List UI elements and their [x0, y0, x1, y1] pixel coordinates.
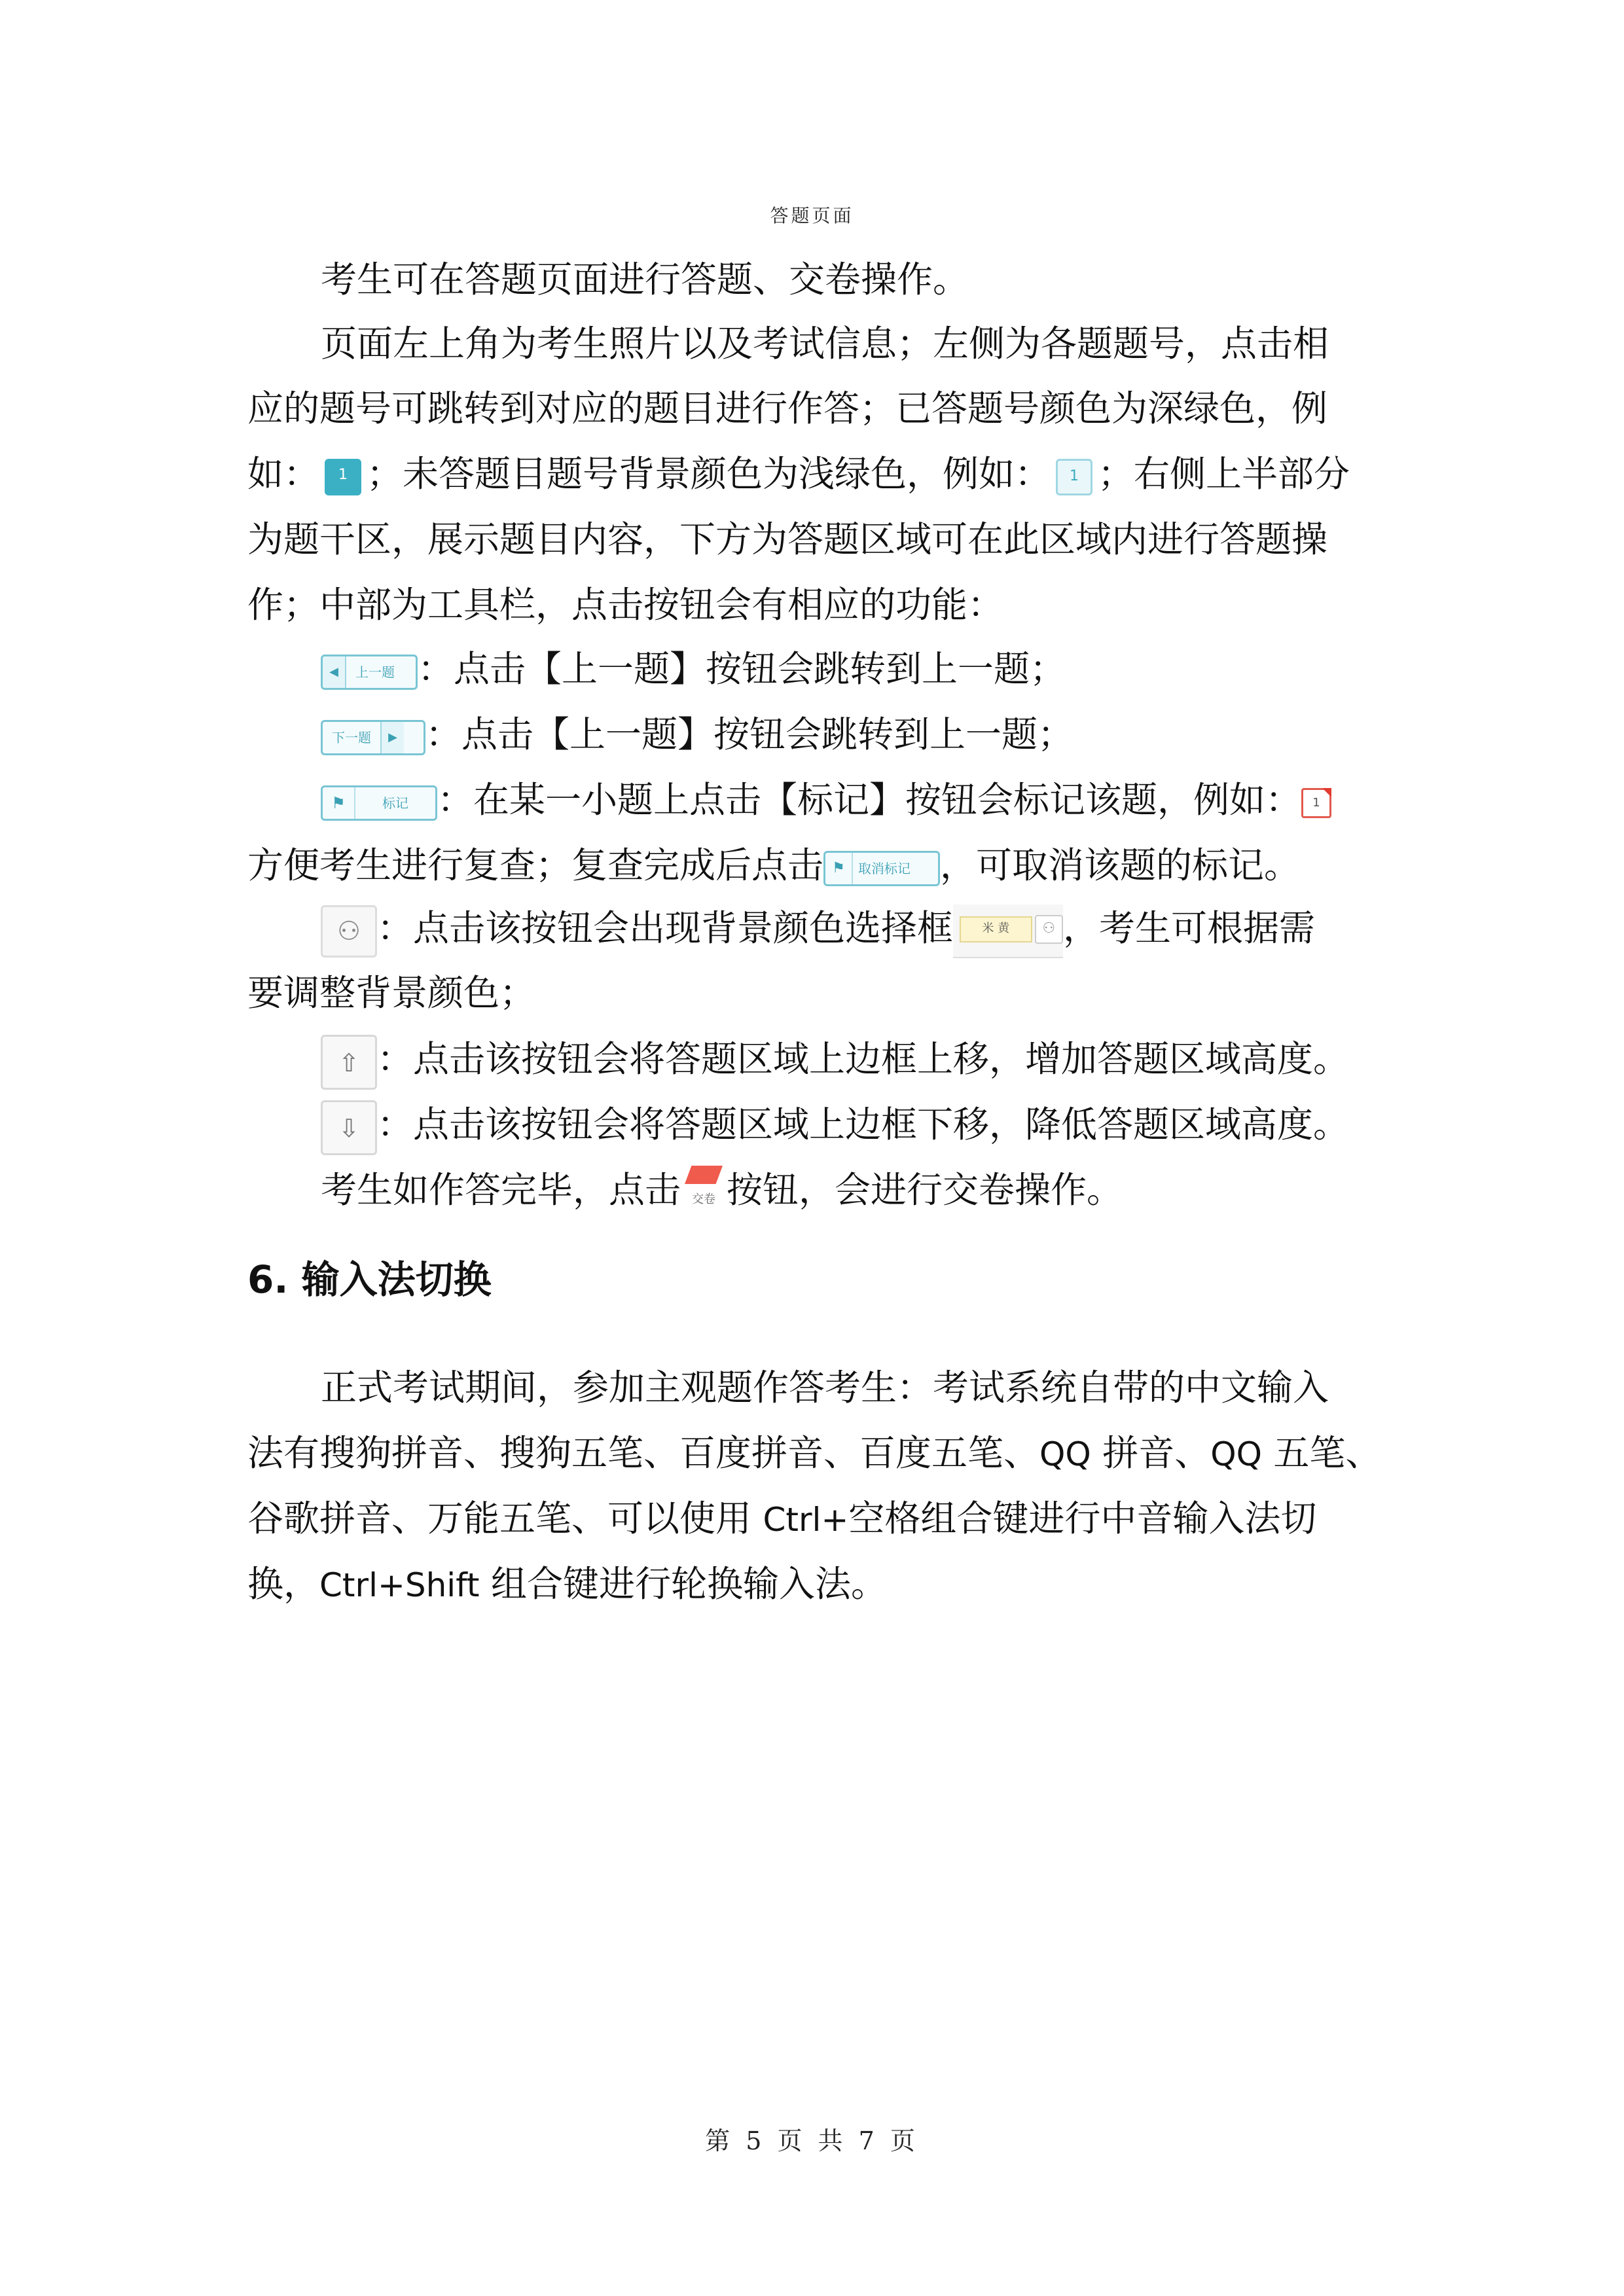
ime-para-line1: 正式考试期间，参加主观题作答考生：考试系统自带的中文输入 — [321, 1367, 1329, 1408]
section-heading: 6. 输入法切换 — [247, 1257, 492, 1302]
text-segment: 考生如作答完毕，点击 — [321, 1169, 681, 1211]
text-segment: 空格组合键进行中音输入法切 — [848, 1498, 1317, 1539]
bg-color-selector — [953, 905, 1063, 958]
text-segment: ：在某一小题上点击【标记】按钮会标记该题，例如： — [437, 779, 1302, 821]
move-down-icon: ⇩ — [321, 1100, 377, 1155]
text-segment: ：点击该按钮会出现背景颜色选择框 — [377, 907, 954, 949]
ime-para-line2 — [247, 1427, 1381, 1480]
bg-color-small-icon: ⚇ — [1035, 915, 1063, 944]
text-latin: Ctrl+Shift — [319, 1566, 480, 1604]
text-segment: ；右侧上半部分 — [1098, 453, 1350, 495]
marked-question-icon: 1 — [1301, 788, 1331, 818]
text-segment: 法有搜狗拼音、搜狗五笔、百度拼音、百度五笔、 — [247, 1432, 1040, 1474]
text-segment: 组合键进行轮换输入法。 — [479, 1563, 888, 1605]
para-layout-line1: 页面左上角为考生照片以及考试信息；左侧为各题题号，点击相 — [321, 323, 1329, 365]
flag-icon: ⚑ — [323, 787, 355, 819]
text-segment: ，可取消该题的标记。 — [940, 844, 1301, 886]
para-layout-line5: 作；中部为工具栏，点击按钮会有相应的功能： — [247, 584, 1004, 626]
bg-color-desc — [321, 902, 1315, 958]
move-up-icon: ⇧ — [321, 1035, 377, 1090]
submit-desc — [321, 1164, 1123, 1221]
mark-button — [321, 785, 437, 821]
cancel-mark-label: 取消标记 — [858, 861, 911, 876]
swatch-beige: 米 黄 — [960, 916, 1032, 942]
text-segment: ：点击【上一题】按钮会跳转到上一题； — [425, 713, 1074, 755]
text-segment: 按钮，会进行交卷操作。 — [727, 1169, 1123, 1211]
submit-red-bar — [685, 1166, 723, 1184]
text-segment: 谷歌拼音、万能五笔、可以使用 — [247, 1498, 763, 1539]
text-latin: QQ — [1039, 1435, 1091, 1473]
figure-caption: 答题页面 — [770, 205, 854, 226]
next-question-button — [321, 720, 425, 755]
next-label: 下一题 — [332, 730, 371, 745]
para-layout-line2: 应的题号可跳转到对应的题目进行作答；已答题号颜色为深绿色，例 — [247, 387, 1328, 429]
left-arrow-icon: ◀ — [323, 656, 346, 688]
ime-para-line4 — [247, 1558, 887, 1611]
flag-icon: ⚑ — [825, 853, 853, 884]
prev-label: 上一题 — [355, 664, 395, 680]
text-segment: ，考生可根据需 — [1063, 907, 1316, 949]
text-segment: 方便考生进行复查；复查完成后点击 — [247, 844, 824, 886]
text-segment: ：点击该按钮会将答题区域上边框下移，降低答题区域高度。 — [377, 1103, 1350, 1145]
text-segment: ：点击该按钮会将答题区域上边框上移，增加答题区域高度。 — [377, 1038, 1350, 1080]
mark-button-desc-cont — [247, 839, 1300, 891]
right-arrow-icon: ▶ — [380, 722, 404, 753]
bg-color-icon: ⚇ — [321, 905, 377, 958]
para-layout-line4: 为题干区，展示题目内容，下方为答题区域可在此区域内进行答题操 — [247, 518, 1328, 560]
prev-question-button — [321, 655, 418, 690]
next-button-desc — [321, 708, 1074, 761]
text-segment: ；未答题目题号背景颜色为浅绿色，例如： — [367, 453, 1051, 495]
prev-button-desc — [321, 643, 1066, 695]
submit-exam-icon — [681, 1166, 727, 1221]
mark-button-desc — [321, 774, 1331, 826]
cancel-mark-button — [823, 851, 940, 886]
mark-label: 标记 — [382, 795, 408, 811]
text-segment: 拼音、 — [1091, 1432, 1211, 1474]
move-down-desc — [321, 1098, 1349, 1155]
ime-para-line3 — [247, 1492, 1316, 1546]
para-layout-line3 — [247, 448, 1350, 500]
unanswered-question-number-icon: 1 — [1056, 459, 1092, 495]
text-segment: ：点击【上一题】按钮会跳转到上一题； — [418, 648, 1066, 690]
text-segment: 五笔、 — [1261, 1432, 1382, 1474]
page-number-footer: 第 5 页 共 7 页 — [705, 2126, 919, 2155]
para-intro: 考生可在答题页面进行答题、交卷操作。 — [321, 259, 969, 300]
text-segment: 换， — [247, 1563, 320, 1605]
text-latin: Ctrl+ — [763, 1501, 849, 1539]
text-latin: QQ — [1210, 1435, 1262, 1473]
text-segment: 如： — [247, 453, 320, 495]
bg-color-desc-cont: 要调整背景颜色； — [247, 972, 536, 1014]
answered-question-number-icon: 1 — [325, 459, 361, 495]
submit-label: 交卷 — [692, 1193, 716, 1206]
move-up-desc — [321, 1033, 1349, 1090]
